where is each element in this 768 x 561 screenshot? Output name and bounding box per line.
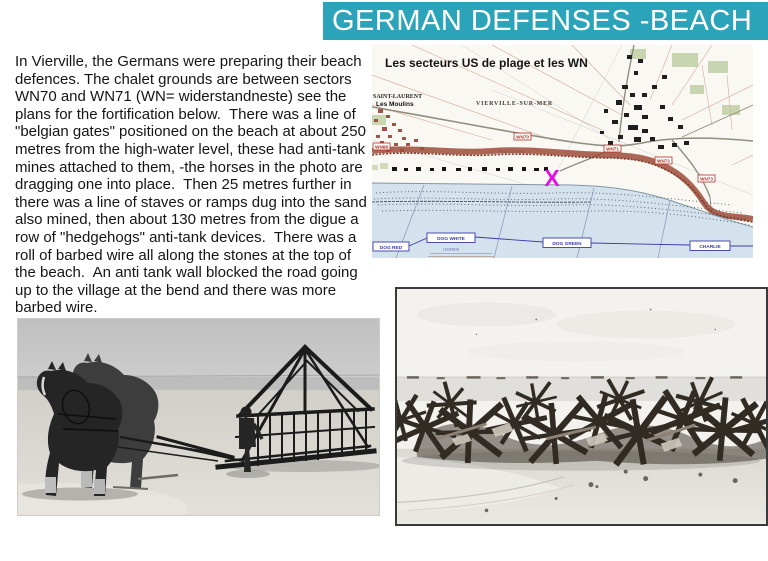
wn-label-70: WN70 xyxy=(516,134,529,140)
label-les-moulins: Les Moulins xyxy=(376,101,414,108)
header-banner xyxy=(323,2,768,40)
x-marker: X xyxy=(544,165,560,191)
beach-sector-label-dog-white: DOG WHITE xyxy=(437,237,465,242)
map-title: Les secteurs US de plage et les WN xyxy=(385,56,588,70)
left-photo xyxy=(17,318,380,516)
label-hamel: Hamel au Prêtre xyxy=(498,149,525,154)
body-paragraph: In Vierville, the Germans were preparing their beach defences. The chalet grounds are between sectors WN70 and WN71 (WN= widerstandneste) see the plans for the fortification below. There was a line of "belgian gates" positioned on the beach at about 250 metres from the high-water level, these had anti-tank mines attached to them, -the horses in the photo are dragging one into place. Then 25 metres further in there was a line of staves or ramps dug into the sand also mined, then about 130 metres from the digue a row of "hedgehogs" anti-tank devices. There was a roll of barbed wire all along the stones at the top of the beach. An anti tank wall blocked the road going up to the village at the bend and there was more barbed wire. xyxy=(15,53,372,317)
wn-label-71: WN71 xyxy=(606,146,619,152)
map-figure xyxy=(372,45,753,258)
beach-sector-label-dog-red: DOG RED xyxy=(379,245,403,251)
wn-label-68: WN68 xyxy=(375,144,388,150)
beach-sector-label-dog-green: DOG GREEN xyxy=(552,242,582,247)
hedgehogs-illustration xyxy=(397,289,766,524)
label-vierville: VIERVILLE-SUR-MER xyxy=(476,101,554,107)
wn-label-73: WN73 xyxy=(700,176,713,182)
wn-label-72: WN72 xyxy=(657,158,670,164)
page-title: GERMAN DEFENSES -BEACH xyxy=(332,4,753,37)
map-legend-title: LEGENDE xyxy=(442,247,460,252)
horses-belgian-gate-illustration xyxy=(18,319,379,515)
label-saint-laurent: SAINT-LAURENT xyxy=(373,94,423,100)
beach-sectors-map xyxy=(372,45,753,258)
beach-sector-label-charlie: CHARLIE xyxy=(699,245,721,250)
right-photo xyxy=(395,287,768,526)
